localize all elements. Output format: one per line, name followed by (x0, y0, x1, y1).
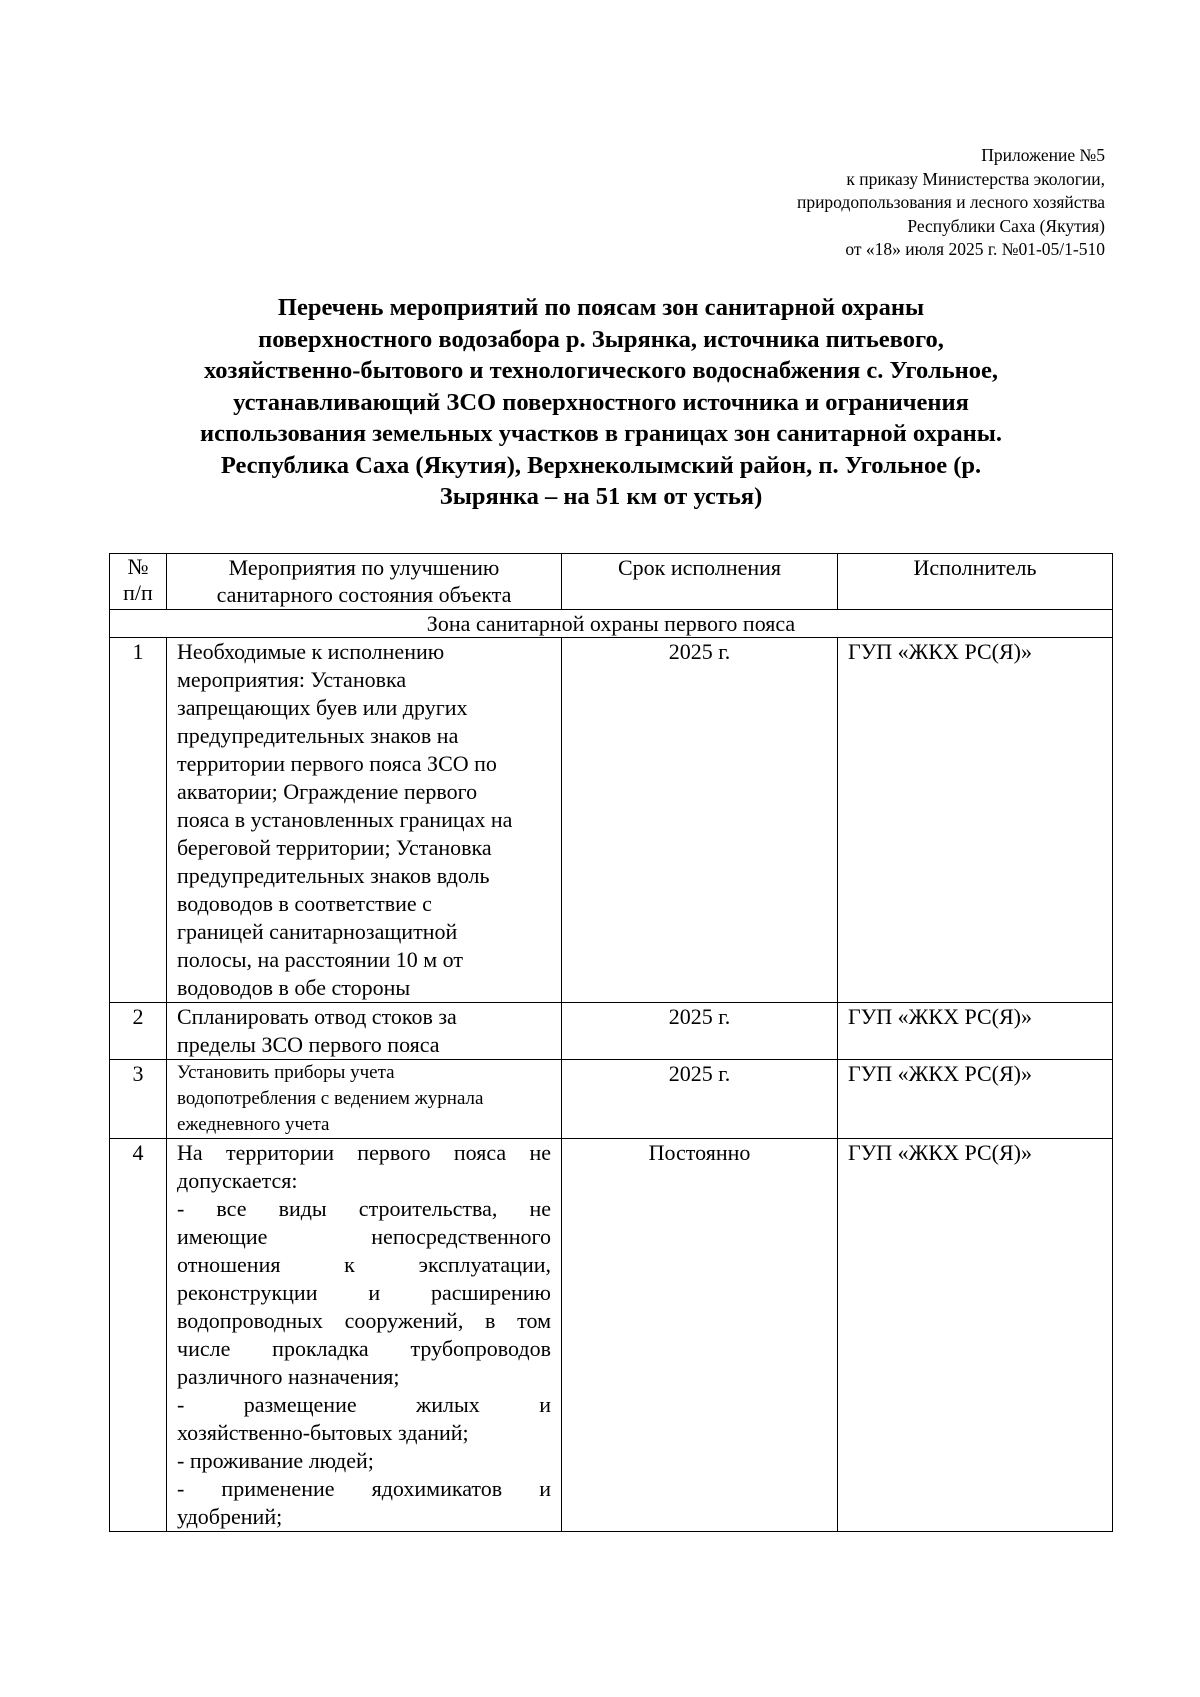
appendix-line: от «18» июля 2025 г. №01-05/1-510 (845, 239, 1105, 259)
table-row (110, 1060, 1113, 1139)
title-line: использования земельных участков в границах зон санитарной охраны. (200, 420, 1002, 447)
appendix-line: Приложение №5 (981, 145, 1105, 165)
row-executor: ГУП «ЖКХ РС(Я)» (838, 1139, 1113, 1532)
row-deadline: Постоянно (562, 1139, 838, 1532)
title-line: хозяйственно-бытового и технологического водоснабжения с. Угольное, (203, 357, 999, 384)
row-executor: ГУП «ЖКХ РС(Я)» (838, 1003, 1113, 1060)
row-deadline: 2025 г. (562, 638, 838, 1003)
measures-table (109, 553, 1113, 1532)
row-number: 1 (110, 638, 167, 1003)
row-measure: Спланировать отвод стоков за пределы ЗСО первого пояса (167, 1003, 562, 1060)
appendix-line: к приказу Министерства экологии, (846, 168, 1105, 189)
row-number: 3 (110, 1060, 167, 1139)
header-measures: Мероприятия по улучшению санитарного состояния объекта (167, 554, 562, 610)
header-number: № п/п (110, 554, 167, 610)
zone-row (110, 610, 1113, 638)
row-number: 2 (110, 1003, 167, 1060)
appendix-line: Республики Саха (Якутия) (907, 215, 1105, 236)
row-measure: На территории первого пояса не допускается: - все виды строительства, не имеющие непосредственного отношения к эксплуатации, реконструкции и расширению водопроводных сооружений, в том числе прокладка трубопроводов различного назначения; - размещение жилых и хозяйственно-бытовых зданий; - проживание людей; - применение ядохимикатов и удобрений; (167, 1139, 562, 1532)
row-executor: ГУП «ЖКХ РС(Я)» (838, 638, 1113, 1003)
table-row (110, 1139, 1113, 1532)
title-line: Зырянка – на 51 км от устья) (439, 483, 763, 510)
title-line: поверхностного водозабора р. Зырянка, источника питьевого, (258, 325, 944, 353)
row-measure: Установить приборы учета водопотребления с ведением журнала ежедневного учета (167, 1060, 562, 1139)
row-measure: Необходимые к исполнению мероприятия: Установка запрещающих буев или других предупредительных знаков на территории первого пояса ЗСО по акватории; Ограждение первого пояса в установленных границах на береговой территории; Установка предупредительных знаков вдоль водоводов в соответствие с границей санитарнозащитной полосы, на расстоянии 10 м от водоводов в обе стороны (167, 638, 562, 1003)
row-executor: ГУП «ЖКХ РС(Я)» (838, 1060, 1113, 1139)
row-deadline: 2025 г. (562, 1060, 838, 1139)
document-title (100, 292, 1102, 513)
appendix-header (797, 144, 1105, 262)
row-number: 4 (110, 1139, 167, 1532)
title-line: Перечень мероприятий по поясам зон санитарной охраны (277, 294, 925, 321)
zone-title: Зона санитарной охраны первого пояса (110, 610, 1113, 638)
table-header-row (110, 554, 1113, 610)
appendix-line: природопользования и лесного хозяйства (796, 192, 1105, 212)
title-line: Республика Саха (Якутия), Верхнеколымский район, п. Угольное (р. (220, 451, 982, 479)
title-line: устанавливающий ЗСО поверхностного источника и ограничения (233, 388, 969, 416)
header-executor: Исполнитель (838, 554, 1113, 610)
header-deadline: Срок исполнения (562, 554, 838, 610)
table-row (110, 1003, 1113, 1060)
table-row (110, 638, 1113, 1003)
row-deadline: 2025 г. (562, 1003, 838, 1060)
